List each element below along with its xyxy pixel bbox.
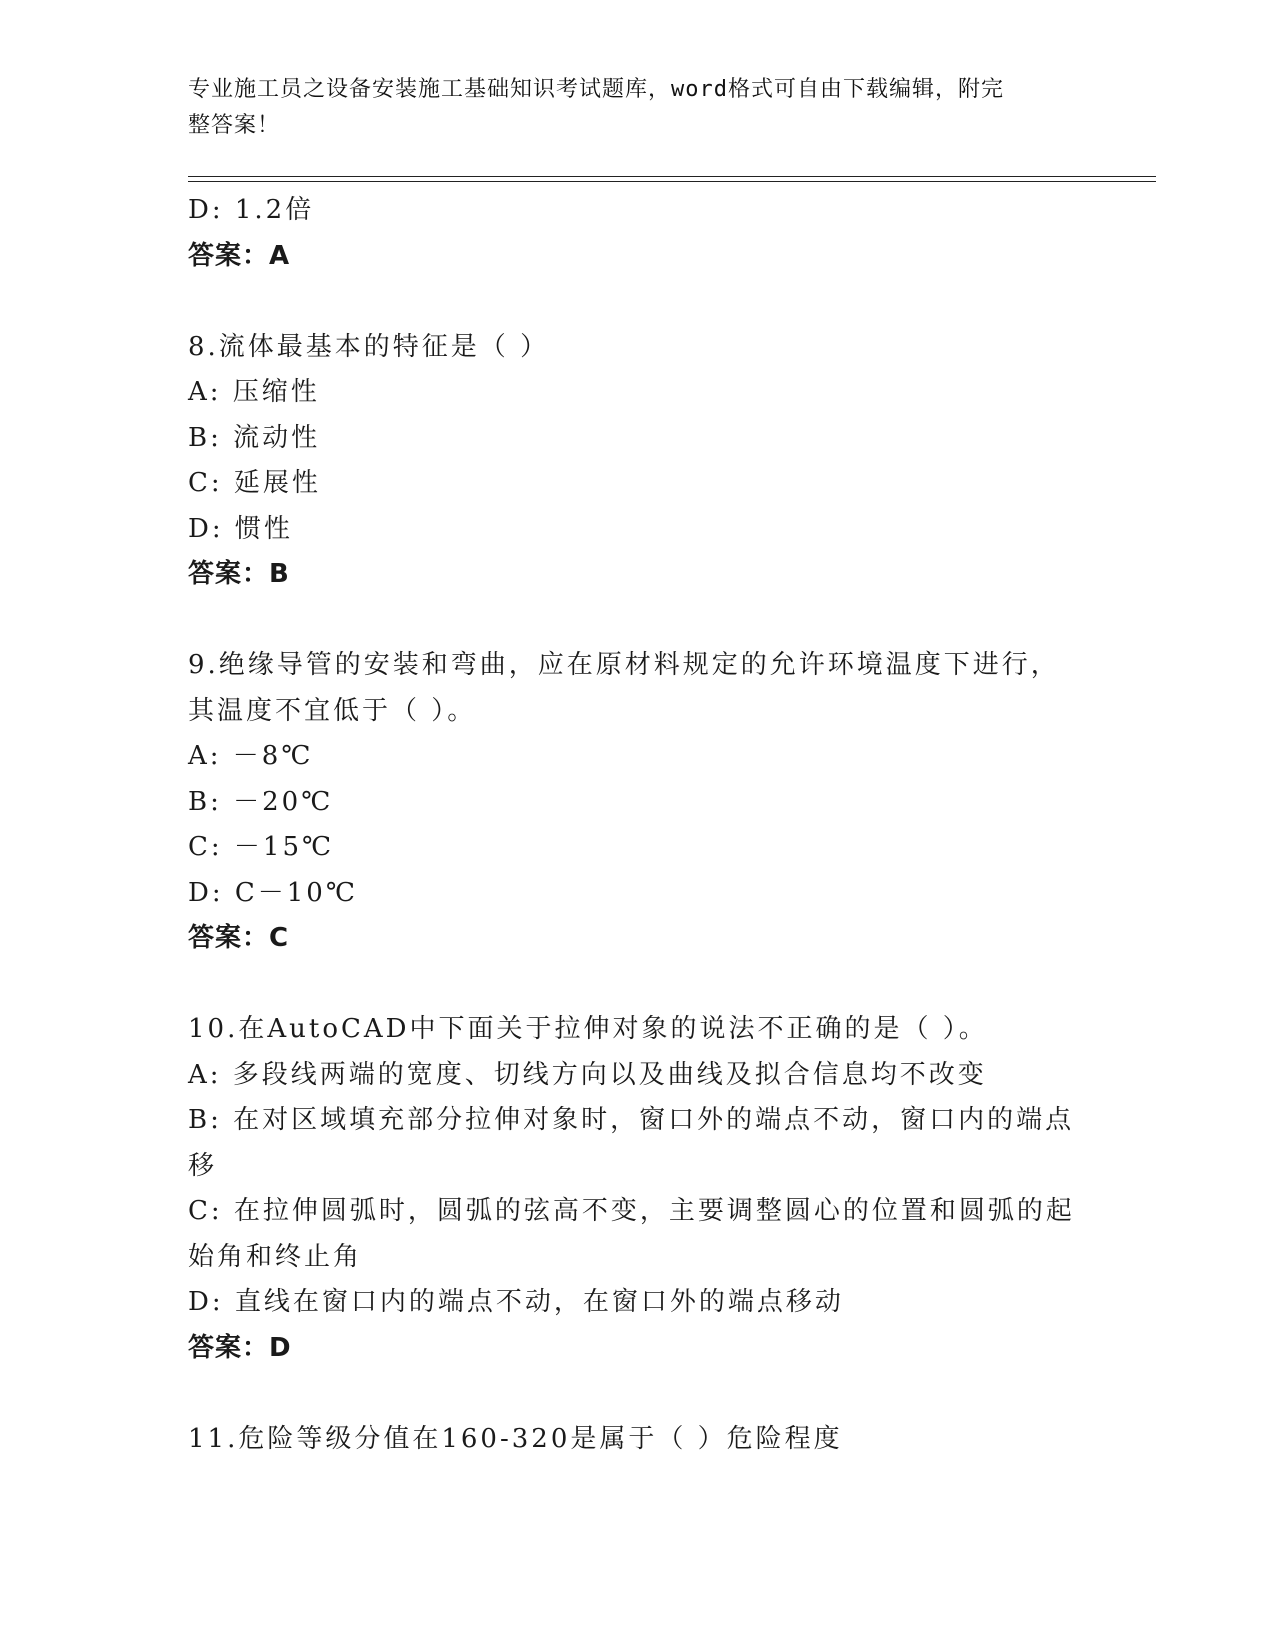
header-line-2: 整答案！: [188, 113, 281, 138]
q10-option-c-line-2: 始角和终止角: [188, 1241, 363, 1272]
header-divider-top: [188, 176, 1156, 177]
spacer: [188, 598, 1088, 644]
q9-option-d: D: C－10℃: [188, 877, 358, 908]
q9-stem-line-2: 其温度不宜低于（ ）。: [188, 695, 477, 726]
q10-stem: 10.在AutoCAD中下面关于拉伸对象的说法不正确的是（ ）。: [188, 1014, 988, 1044]
q10-option-d: D: 直线在窗口内的端点不动，在窗口外的端点移动: [188, 1287, 844, 1317]
q7-option-d: D: 1.2倍: [188, 195, 315, 225]
header-divider-bottom: [188, 181, 1156, 182]
q10-option-a: A: 多段线两端的宽度、切线方向以及曲线及拟合信息均不改变: [188, 1059, 987, 1090]
spacer: [188, 279, 1088, 325]
q9-option-c: C: －15℃: [188, 832, 335, 862]
q9-stem-line-1: 9.绝缘导管的安装和弯曲，应在原材料规定的允许环境温度下进行，: [188, 650, 1060, 680]
q10-answer: 答案：D: [188, 1332, 292, 1363]
question-list: [188, 188, 1088, 1462]
q10-option-c-line-1: C: 在拉伸圆弧时，圆弧的弦高不变，主要调整圆心的位置和圆弧的起: [188, 1196, 1075, 1226]
q8-option-a: A: 压缩性: [188, 377, 320, 407]
q8-stem: 8.流体最基本的特征是（ ）: [188, 331, 550, 362]
q9-answer: 答案：C: [188, 923, 290, 953]
spacer: [188, 962, 1088, 1008]
header-line-1: 专业施工员之设备安装施工基础知识考试题库，word格式可自由下载编辑，附完: [188, 77, 1004, 102]
q9-option-a: A: －8℃: [188, 741, 314, 771]
q8-option-d: D: 惯性: [188, 513, 293, 544]
document-header: [188, 72, 1088, 144]
q8-answer: 答案：B: [188, 559, 290, 589]
q8-option-c: C: 延展性: [188, 468, 321, 498]
spacer: [188, 1371, 1088, 1417]
q10-option-b-line-1: B: 在对区域填充部分拉伸对象时，窗口外的端点不动，窗口内的端点: [188, 1105, 1075, 1135]
q11-stem: 11.危险等级分值在160-320是属于（ ）危险程度: [188, 1423, 843, 1454]
q9-option-b: B: －20℃: [188, 786, 334, 817]
q7-answer: 答案：A: [188, 240, 291, 271]
q10-option-b-line-2: 移: [188, 1150, 218, 1181]
q8-option-b: B: 流动性: [188, 422, 321, 453]
